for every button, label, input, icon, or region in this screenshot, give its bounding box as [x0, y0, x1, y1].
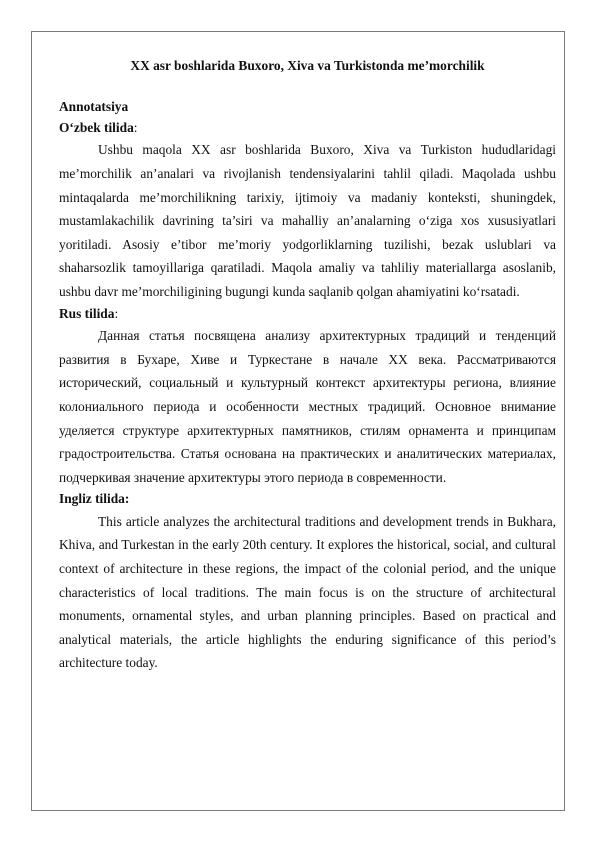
section-label-uzbek	[59, 118, 556, 139]
document-title: XX asr boshlarida Buxoro, Xiva va Turkistonda me’morchilik	[130, 58, 485, 73]
section-uzbek	[59, 118, 556, 304]
section-label-text: O‘zbek tilida	[59, 119, 134, 135]
section-russian	[59, 304, 556, 490]
section-label-text: Rus tilida	[59, 305, 115, 321]
section-paragraph-english: This article analyzes the architectural traditions and development trends in Bukhara, Khiva, and Turkestan in the early 20th century. It explores the historical, social, and cultural context of architecture in these regions, the impact of the colonial period, and the unique characteristics of local traditions. The main focus is on the structure of architectural monuments, ornamental styles, and urban planning principles. Based on practical and analytical materials, the article highlights the enduring significance of this period’s architecture today.	[59, 513, 556, 671]
annotation-heading: Annotatsiya	[59, 99, 129, 115]
document-body	[59, 56, 556, 675]
section-label-english	[59, 489, 556, 510]
section-english	[59, 489, 556, 675]
section-label-colon: :	[114, 305, 119, 321]
section-label-russian	[59, 304, 556, 325]
section-label-colon: :	[133, 119, 138, 135]
section-paragraph-uzbek: Ushbu maqola XX asr boshlarida Buxoro, Xiva va Turkiston hududlaridagi me’morchilik an’analari va rivojlanish tendensiyalarini tahlil qiladi. Maqolada ushbu mintaqalarda me’morchilikning tarixiy, ijtimoiy va madaniy konteksti, shuningdek, mustamlakachilik davrining ta’siri va mahalliy an’analarning o‘ziga xos xususiyatlari yoritiladi. Asosiy e’tibor me’moriy yodgorliklarning tuzilishi, bezak uslublari va shaharsozlik tamoyillariga qaratiladi. Maqola amaliy va tahliliy materiallarga asoslanib, ushbu davr me’morchiligining bugungi kunda saqlanib qolgan ahamiyatini ko‘rsatadi.	[59, 142, 556, 299]
section-paragraph-russian: Данная статья посвящена анализу архитектурных традиций и тенденций развития в Бухаре, Хиве и Туркестане в начале XX века. Рассматриваются исторический, социальный и культурный контекст архитектуры региона, влияние колониального периода и особенности местных традиций. Основное внимание уделяется структуре архитектурных памятников, стилям орнамента и принципам градостроительства. Статья основана на практических и аналитических материалах, подчеркивая значение архитектуры этого периода в современности.	[59, 328, 556, 485]
section-label-text: Ingliz tilida:	[59, 491, 130, 507]
